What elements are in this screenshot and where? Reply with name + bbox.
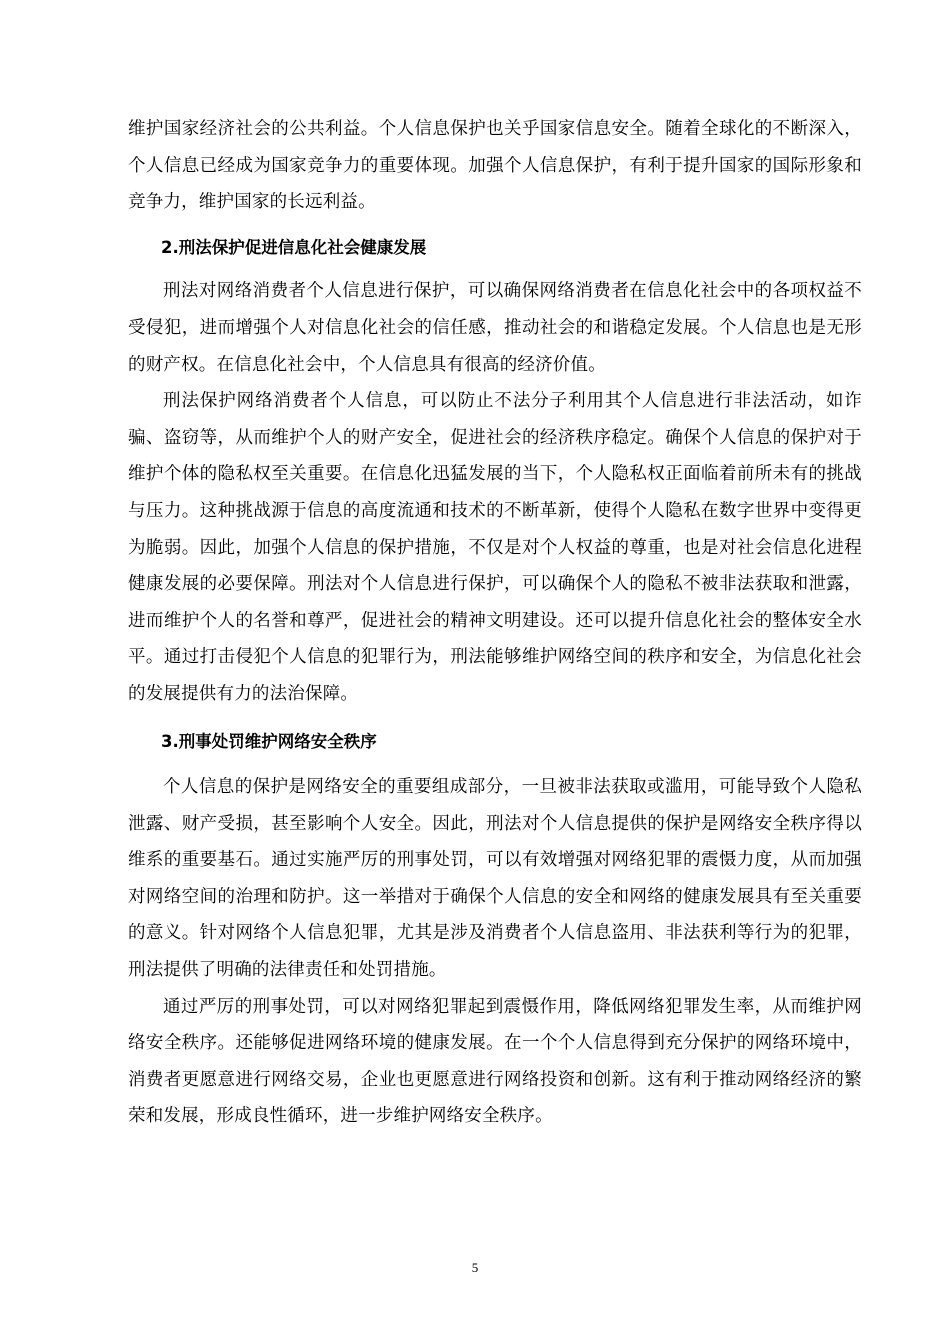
section-heading-2: 2.刑法保护促进信息化社会健康发展 [161,237,427,257]
paragraph-network-security: 个人信息的保护是网络安全的重要组成部分，一旦被非法获取或滥用，可能导致个人隐私泄露、财产受损，甚至影响个人安全。因此，刑法对个人信息提供的保护是网络安全秩序得以维系的重要基石。通过实施严厉的刑事处罚，可以有效增强对网络犯罪的震慑力度，从而加强对网络空间的治理和防护。这一举措对于确保个人信息的安全和网络的健康发展具有至关重要的意义。针对网络个人信息犯罪，尤其是涉及消费者个人信息盗用、非法获利等行为的犯罪，刑法提供了明确的法律责任和处罚措施。 [128,777,862,981]
paragraph-continuation: 维护国家经济社会的公共利益。个人信息保护也关乎国家信息安全。随着全球化的不断深入，个人信息已经成为国家竞争力的重要体现。加强个人信息保护，有利于提升国家的国际形象和竞争力，维护国家的长远利益。 [128,119,862,213]
paragraph-privacy: 刑法保护网络消费者个人信息，可以防止不法分子利用其个人信息进行非法活动，如诈骗、盗窃等，从而维护个人的财产安全，促进社会的经济秩序稳定。确保个人信息的保护对于维护个体的隐私权至关重要。在信息化迅猛发展的当下，个人隐私权正面临着前所未有的挑战与压力。这种挑战源于信息的高度流通和技术的不断革新，使得个人隐私在数字世界中变得更为脆弱。因此，加强个人信息的保护措施，不仅是对个人权益的尊重，也是对社会信息化进程健康发展的必要保障。刑法对个人信息进行保护，可以确保个人的隐私不被非法获取和泄露，进而维护个人的名誉和尊严，促进社会的精神文明建设。还可以提升信息化社会的整体安全水平。通过打击侵犯个人信息的犯罪行为，刑法能够维护网络空间的秩序和安全，为信息化社会的发展提供有力的法治保障。 [128,391,862,704]
page-body [128,111,862,1135]
section-heading-3: 3.刑事处罚维护网络安全秩序 [161,731,377,751]
page-number: 5 [471,1260,479,1275]
paragraph-deterrence: 通过严厉的刑事处罚，可以对网络犯罪起到震慑作用，降低网络犯罪发生率，从而维护网络安全秩序。还能够促进网络环境的健康发展。在一个个人信息得到充分保护的网络环境中，消费者更愿意进行网络交易，企业也更愿意进行网络投资和创新。这有利于推动网络经济的繁荣和发展，形成良性循环，进一步维护网络安全秩序。 [128,996,862,1127]
paragraph-trust: 刑法对网络消费者个人信息进行保护，可以确保网络消费者在信息化社会中的各项权益不受侵犯，进而增强个人对信息化社会的信任感，推动社会的和谐稳定发展。个人信息也是无形的财产权。在信息化社会中，个人信息具有很高的经济价值。 [128,281,862,375]
